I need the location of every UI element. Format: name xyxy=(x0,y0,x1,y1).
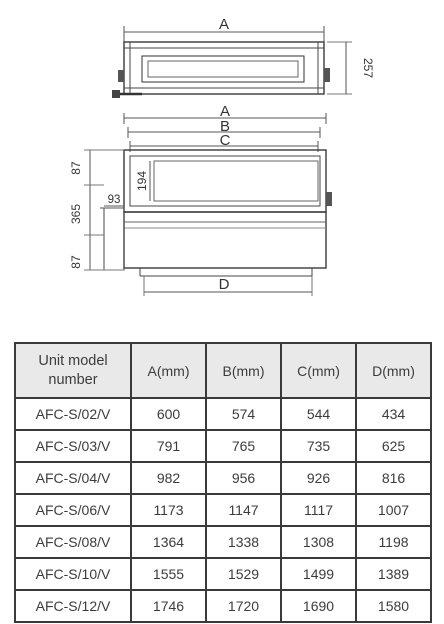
cell-b: 1338 xyxy=(206,526,281,558)
row-model: AFC-S/04/V xyxy=(15,462,131,494)
cell-a: 1173 xyxy=(131,494,206,526)
header-unit-model-line1: Unit model xyxy=(38,352,108,369)
cell-c: 544 xyxy=(281,398,356,430)
cell-a: 982 xyxy=(131,462,206,494)
row-model: AFC-S/08/V xyxy=(15,526,131,558)
cell-b: 956 xyxy=(206,462,281,494)
cell-b: 1529 xyxy=(206,558,281,590)
cell-a: 1364 xyxy=(131,526,206,558)
row-model: AFC-S/06/V xyxy=(15,494,131,526)
cell-c: 1690 xyxy=(281,590,356,622)
cell-d: 1007 xyxy=(356,494,431,526)
cell-b: 1147 xyxy=(206,494,281,526)
top-a-label: A xyxy=(218,16,230,33)
front-view xyxy=(84,113,332,296)
cell-a: 791 xyxy=(131,430,206,462)
cell-b: 574 xyxy=(206,398,281,430)
front-d-label: D xyxy=(218,276,230,293)
cell-b: 765 xyxy=(206,430,281,462)
table-header-row xyxy=(15,343,431,398)
cell-d: 816 xyxy=(356,462,431,494)
cell-d: 1198 xyxy=(356,526,431,558)
front-dim-365: 365 xyxy=(69,203,83,225)
header-unit-model xyxy=(15,343,131,398)
table-row xyxy=(15,462,431,494)
front-dim-194: 194 xyxy=(135,170,149,192)
table-row xyxy=(15,494,431,526)
header-unit-model-line2: number xyxy=(48,371,98,388)
cell-d: 1389 xyxy=(356,558,431,590)
cell-b: 1720 xyxy=(206,590,281,622)
cell-d: 1580 xyxy=(356,590,431,622)
front-c-label: C xyxy=(219,132,231,149)
model-dimensions-table xyxy=(14,342,432,623)
table-row xyxy=(15,430,431,462)
header-col-c: C(mm) xyxy=(281,343,356,398)
cell-c: 1117 xyxy=(281,494,356,526)
row-model: AFC-S/03/V xyxy=(15,430,131,462)
row-model: AFC-S/10/V xyxy=(15,558,131,590)
front-dim-87-top: 87 xyxy=(69,161,83,175)
cell-c: 1499 xyxy=(281,558,356,590)
cell-a: 1746 xyxy=(131,590,206,622)
front-dim-87-bottom: 87 xyxy=(69,255,83,269)
table-row xyxy=(15,526,431,558)
row-model: AFC-S/02/V xyxy=(15,398,131,430)
header-col-b: B(mm) xyxy=(206,343,281,398)
cell-a: 600 xyxy=(131,398,206,430)
table-row xyxy=(15,558,431,590)
front-a-label: A xyxy=(219,103,231,120)
top-height-label: 257 xyxy=(361,57,375,79)
table-row xyxy=(15,590,431,622)
technical-drawing xyxy=(0,0,444,300)
cell-c: 926 xyxy=(281,462,356,494)
table-row xyxy=(15,398,431,430)
cell-a: 1555 xyxy=(131,558,206,590)
header-col-a: A(mm) xyxy=(131,343,206,398)
top-view xyxy=(112,26,352,98)
front-dim-93: 93 xyxy=(107,194,121,206)
cell-d: 434 xyxy=(356,398,431,430)
cell-c: 735 xyxy=(281,430,356,462)
cell-d: 625 xyxy=(356,430,431,462)
cell-c: 1308 xyxy=(281,526,356,558)
row-model: AFC-S/12/V xyxy=(15,590,131,622)
front-b-label: B xyxy=(219,118,231,135)
header-col-d: D(mm) xyxy=(356,343,431,398)
